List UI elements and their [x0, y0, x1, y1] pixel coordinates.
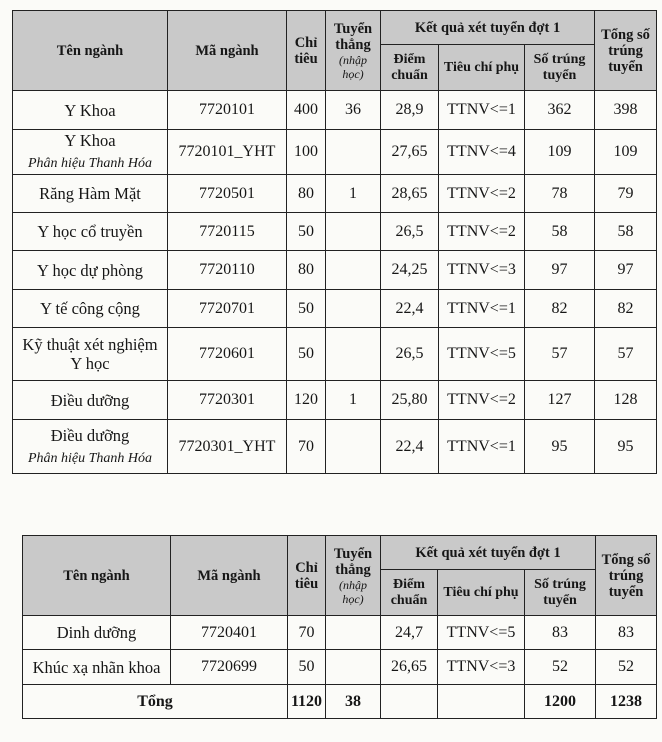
cell-major-code: 7720501	[168, 175, 287, 213]
table-row	[13, 251, 657, 290]
header-tiebreak-criteria: Tiêu chí phụ	[439, 45, 525, 91]
cell-total-admitted: 97	[595, 251, 657, 290]
cell-direct-admission: 1	[326, 381, 381, 420]
cell-quota: 100	[287, 130, 326, 175]
cell-quota: 400	[287, 91, 326, 130]
cell-direct-admission: 1	[326, 175, 381, 213]
cell-quota: 70	[287, 420, 326, 474]
cell-major-name	[13, 213, 168, 251]
cell-tiebreak-criteria: TTNV<=3	[439, 251, 525, 290]
cell-admitted-count: 95	[525, 420, 595, 474]
header-tiebreak-criteria: Tiêu chí phụ	[438, 570, 525, 616]
cell-direct-admission	[326, 420, 381, 474]
cell-major-name	[23, 616, 171, 650]
cell-admitted-count: 97	[525, 251, 595, 290]
header-round1-results: Kết quả xét tuyển đợt 1	[381, 11, 595, 45]
header-direct-admission: Tuyển thẳng (nhập học)	[326, 11, 381, 91]
header-admitted-count: Số trúng tuyển	[525, 570, 596, 616]
cell-major-code: 7720101	[168, 91, 287, 130]
table-row	[13, 175, 657, 213]
cell-major-name	[13, 328, 168, 381]
cell-admitted-count: 362	[525, 91, 595, 130]
header-total-admitted: Tổng số trúng tuyển	[595, 11, 657, 91]
cell-quota: 120	[287, 381, 326, 420]
cell-direct-admission	[326, 650, 381, 685]
cell-tiebreak-criteria: TTNV<=3	[438, 650, 525, 685]
cell-major-code: 7720601	[168, 328, 287, 381]
cell-total-admitted: 95	[595, 420, 657, 474]
header-quota: Chỉ tiêu	[287, 11, 326, 91]
cell-tiebreak-criteria: TTNV<=1	[439, 290, 525, 328]
cell-cutoff-score: 28,65	[381, 175, 439, 213]
cell-total-admitted: 398	[595, 91, 657, 130]
cell-major-name	[23, 650, 171, 685]
cell-admitted-count: 78	[525, 175, 595, 213]
cell-total-admitted: 57	[595, 328, 657, 381]
cell-total-admitted: 83	[596, 616, 657, 650]
cell-quota: 50	[287, 213, 326, 251]
cell-tiebreak-criteria: TTNV<=4	[439, 130, 525, 175]
major-name-text: Y học cổ truyền	[37, 222, 143, 241]
cell-tiebreak-criteria: TTNV<=2	[439, 381, 525, 420]
cell-total-admitted: 109	[595, 130, 657, 175]
cell-cutoff-score: 26,5	[381, 328, 439, 381]
cell-total-admitted: 128	[595, 381, 657, 420]
header-quota: Chỉ tiêu	[288, 536, 326, 616]
cell-major-code: 7720110	[168, 251, 287, 290]
table-row	[13, 130, 657, 175]
totals-empty-criteria	[438, 685, 525, 719]
major-name-text: Y Khoa	[64, 100, 116, 120]
cell-major-code: 7720301	[168, 381, 287, 420]
table-row	[13, 420, 657, 474]
cell-admitted-count: 83	[525, 616, 596, 650]
table-row	[13, 381, 657, 420]
cell-quota: 70	[288, 616, 326, 650]
header-round1-results: Kết quả xét tuyển đợt 1	[381, 536, 596, 570]
header-major-name: Tên ngành	[23, 536, 171, 616]
header-admitted-count: Số trúng tuyển	[525, 45, 595, 91]
cell-quota: 50	[287, 328, 326, 381]
cell-major-name	[13, 290, 168, 328]
cell-direct-admission	[326, 130, 381, 175]
campus-label: Phân hiệu Thanh Hóa	[27, 450, 153, 466]
cell-admitted-count: 58	[525, 213, 595, 251]
cell-quota: 80	[287, 175, 326, 213]
cell-admitted-count: 82	[525, 290, 595, 328]
cell-direct-admission	[326, 328, 381, 381]
major-name-text: Y học dự phòng	[37, 260, 143, 280]
cell-tiebreak-criteria: TTNV<=5	[438, 616, 525, 650]
totals-direct: 38	[326, 685, 381, 719]
cell-direct-admission	[326, 251, 381, 290]
cell-cutoff-score: 26,5	[381, 213, 439, 251]
cell-total-admitted: 52	[596, 650, 657, 685]
cell-admitted-count: 109	[525, 130, 595, 175]
cell-tiebreak-criteria: TTNV<=1	[439, 91, 525, 130]
cell-tiebreak-criteria: TTNV<=5	[439, 328, 525, 381]
cell-major-code: 7720699	[171, 650, 288, 685]
totals-quota: 1120	[288, 685, 326, 719]
cell-cutoff-score: 25,80	[381, 381, 439, 420]
cell-cutoff-score: 26,65	[381, 650, 438, 685]
cell-admitted-count: 57	[525, 328, 595, 381]
cell-tiebreak-criteria: TTNV<=1	[439, 420, 525, 474]
totals-empty-score	[381, 685, 438, 719]
major-name-text: Kỹ thuật xét nghiệm Y học	[22, 335, 158, 373]
cell-cutoff-score: 24,25	[381, 251, 439, 290]
cell-tiebreak-criteria: TTNV<=2	[439, 175, 525, 213]
cell-cutoff-score: 22,4	[381, 420, 439, 474]
admission-table-2	[22, 535, 657, 719]
header-cutoff-score: Điểm chuẩn	[381, 45, 439, 91]
totals-admitted: 1200	[525, 685, 596, 719]
table-row	[13, 290, 657, 328]
cell-cutoff-score: 27,65	[381, 130, 439, 175]
major-name-text: Điều dưỡng	[50, 425, 130, 445]
header-major-code: Mã ngành	[171, 536, 288, 616]
cell-major-code: 7720115	[168, 213, 287, 251]
major-name-text: Y Khoa	[64, 131, 116, 150]
cell-tiebreak-criteria: TTNV<=2	[439, 213, 525, 251]
cell-total-admitted: 82	[595, 290, 657, 328]
cell-direct-admission: 36	[326, 91, 381, 130]
header-major-code: Mã ngành	[168, 11, 287, 91]
cell-major-code: 7720301_YHT	[168, 420, 287, 474]
cell-major-name	[13, 175, 168, 213]
table-row	[23, 650, 657, 685]
cell-admitted-count: 52	[525, 650, 596, 685]
major-name-text: Khúc xạ nhãn khoa	[32, 657, 161, 677]
totals-label: Tổng	[23, 685, 288, 719]
cell-direct-admission	[326, 616, 381, 650]
cell-major-name	[13, 420, 168, 474]
header-major-name: Tên ngành	[13, 11, 168, 91]
totals-row	[23, 685, 657, 719]
table-row	[13, 91, 657, 130]
cell-total-admitted: 58	[595, 213, 657, 251]
cell-major-name	[13, 91, 168, 130]
cell-major-code: 7720701	[168, 290, 287, 328]
major-name-text: Y tế công cộng	[40, 299, 140, 318]
table-separator	[0, 515, 662, 529]
cell-major-name	[13, 130, 168, 175]
header-total-admitted: Tổng số trúng tuyển	[596, 536, 657, 616]
table-row	[13, 213, 657, 251]
major-name-text: Răng Hàm Mặt	[39, 184, 141, 203]
header-direct-admission: Tuyển thẳng (nhập học)	[326, 536, 381, 616]
cell-cutoff-score: 28,9	[381, 91, 439, 130]
cell-major-code: 7720101_YHT	[168, 130, 287, 175]
cell-quota: 50	[288, 650, 326, 685]
header-cutoff-score: Điểm chuẩn	[381, 570, 438, 616]
major-name-text: Điều dưỡng	[50, 390, 130, 410]
major-name-text: Dinh dưỡng	[56, 623, 137, 642]
totals-total: 1238	[596, 685, 657, 719]
cell-major-code: 7720401	[171, 616, 288, 650]
cell-cutoff-score: 22,4	[381, 290, 439, 328]
cell-quota: 50	[287, 290, 326, 328]
cell-direct-admission	[326, 213, 381, 251]
cell-major-name	[13, 381, 168, 420]
admission-table-1	[12, 10, 657, 474]
cell-total-admitted: 79	[595, 175, 657, 213]
campus-label: Phân hiệu Thanh Hóa	[27, 156, 153, 171]
cell-major-name	[13, 251, 168, 290]
cell-direct-admission	[326, 290, 381, 328]
table-row	[13, 328, 657, 381]
cell-cutoff-score: 24,7	[381, 616, 438, 650]
cell-admitted-count: 127	[525, 381, 595, 420]
cell-quota: 80	[287, 251, 326, 290]
table-row	[23, 616, 657, 650]
